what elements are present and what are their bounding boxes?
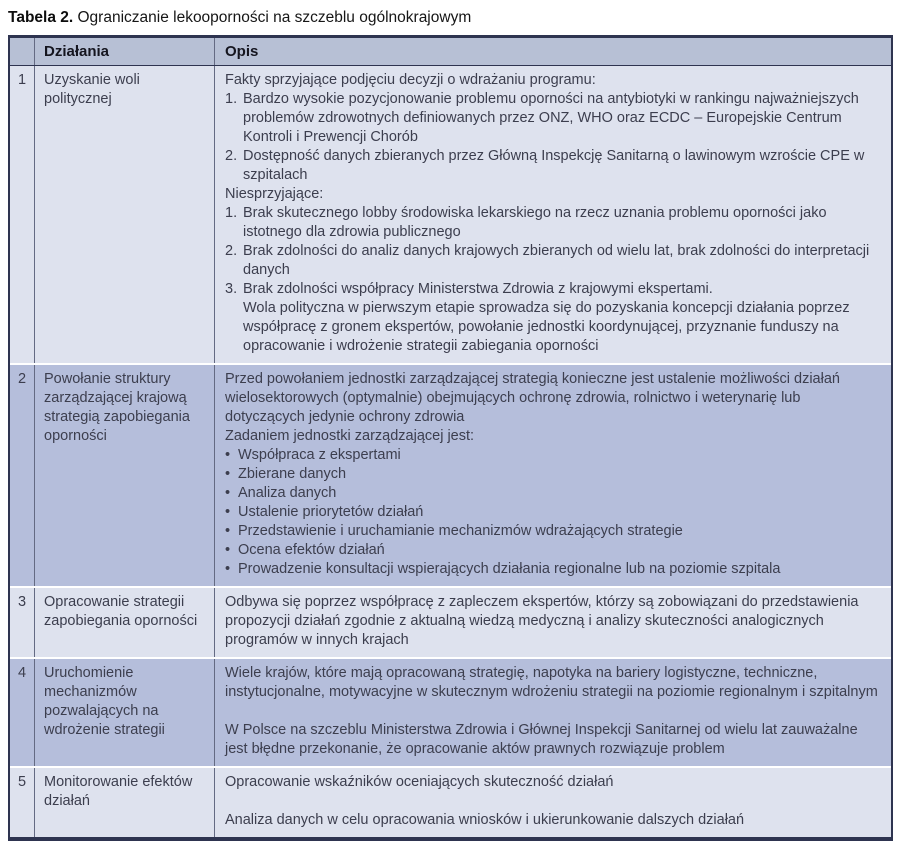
- header-cell-opis: Opis: [214, 38, 891, 65]
- list-item-text: Brak zdolności do analiz danych krajowych zbieranych od wielu lat, brak zdolności do interpretacji danych: [243, 243, 870, 278]
- list-marker: •: [225, 542, 231, 558]
- desc-bullet-item: [225, 522, 881, 541]
- list-item-text: Prowadzenie konsultacji wspierających działania regionalne lub na poziomie szpitala: [238, 561, 781, 577]
- list-marker: •: [225, 447, 231, 463]
- desc-paragraph: Fakty sprzyjające podjęciu decyzji o wdrażaniu programu:: [225, 72, 596, 88]
- desc-numbered-item: [225, 280, 881, 299]
- desc-bullet-item: [225, 560, 881, 579]
- desc-numbered-item: [225, 204, 881, 242]
- list-item-text: Brak zdolności współpracy Ministerstwa Zdrowia z krajowymi ekspertami.: [243, 281, 713, 297]
- list-marker: •: [225, 485, 231, 501]
- desc-spacer: [225, 702, 881, 721]
- action-cell: Uzyskanie woli politycznej: [34, 66, 214, 363]
- data-table: [8, 35, 893, 841]
- list-item-text: Analiza danych: [238, 485, 337, 501]
- desc-bullet-item: [225, 541, 881, 560]
- description-cell: [214, 66, 891, 363]
- table-row: [10, 657, 891, 766]
- row-number-cell: 2: [17, 371, 27, 387]
- description-cell: [214, 768, 891, 837]
- desc-paragraph: Analiza danych w celu opracowania wniosków i ukierunkowanie dalszych działań: [225, 812, 745, 828]
- list-item-text: Ustalenie priorytetów działań: [238, 504, 424, 520]
- list-marker: •: [225, 561, 231, 577]
- list-marker: 2.: [225, 148, 238, 164]
- list-marker: 3.: [225, 281, 238, 297]
- description-cell: [214, 365, 891, 586]
- desc-paragraph: Wiele krajów, które mają opracowaną strategię, napotyka na bariery logistyczne, techniczne, instytucjonalne, motywacyjne w skutecznym wdrożeniu strategii na poziomie regionalnym i szpitalnym: [225, 665, 878, 700]
- table-row: [10, 586, 891, 657]
- action-cell: Powołanie struktury zarządzającej krajową strategią zapobiegania oporności: [34, 365, 214, 586]
- table-caption-text: Ograniczanie lekooporności na szczeblu ogólnokrajowym: [73, 9, 472, 26]
- desc-paragraph: Niesprzyjające:: [225, 186, 324, 202]
- table-row: [10, 766, 891, 837]
- list-item-text: Współpraca z ekspertami: [238, 447, 401, 463]
- table-caption: [8, 8, 893, 28]
- row-number-cell: 5: [17, 774, 27, 790]
- description-cell: [214, 659, 891, 766]
- desc-paragraph: Przed powołaniem jednostki zarządzającej strategią konieczne jest ustalenie możliwości działań wielosektorowych (optymalnie) obejmujących ochronę zdrowia, rolnictwo i weterynarię lub dotyczących jedynie ochrony zdrowia: [225, 371, 840, 425]
- desc-paragraph: W Polsce na szczeblu Ministerstwa Zdrowia i Głównej Inspekcji Sanitarnej od wielu lat zauważalne jest błędne przekonanie, że opracowanie aktów prawnych rozwiązuje problem: [225, 722, 858, 757]
- action-cell: Monitorowanie efektów działań: [34, 768, 214, 837]
- row-number-cell: 1: [17, 72, 27, 88]
- list-item-text: Brak skutecznego lobby środowiska lekarskiego na rzecz uznania problemu oporności jako istotnego dla zdrowia publicznego: [243, 205, 827, 240]
- desc-paragraph: Opracowanie wskaźników oceniających skuteczność działań: [225, 774, 614, 790]
- table-caption-label: Tabela 2.: [8, 9, 74, 26]
- list-item-text: Ocena efektów działań: [238, 542, 385, 558]
- table-body: [10, 66, 891, 837]
- table-row: [10, 363, 891, 586]
- action-cell: Opracowanie strategii zapobiegania oporności: [34, 588, 214, 657]
- list-item-text: Zbierane danych: [238, 466, 347, 482]
- list-marker: 1.: [225, 91, 238, 107]
- list-marker: •: [225, 504, 231, 520]
- desc-bullet-item: [225, 465, 881, 484]
- description-cell: [214, 588, 891, 657]
- desc-bullet-item: [225, 503, 881, 522]
- list-marker: 2.: [225, 243, 238, 259]
- list-marker: •: [225, 466, 231, 482]
- desc-numbered-item: [225, 147, 881, 185]
- action-cell: Uruchomienie mechanizmów pozwalających na wdrożenie strategii: [34, 659, 214, 766]
- desc-paragraph: Zadaniem jednostki zarządzającej jest:: [225, 428, 475, 444]
- list-item-text: Bardzo wysokie pozycjonowanie problemu oporności na antybiotyki w rankingu najważniejszych problemów zdrowotnych definiowanych przez ONZ, WHO oraz ECDC – Europejskie Centrum Kontroli i Prewencji Chorób: [243, 91, 859, 145]
- desc-numbered-item: [225, 242, 881, 280]
- list-marker: •: [225, 523, 231, 539]
- desc-spacer: [225, 792, 881, 811]
- header-cell-dzialania: Działania: [34, 38, 214, 65]
- row-number-cell: 4: [17, 665, 27, 681]
- list-marker: 1.: [225, 205, 238, 221]
- table-header-row: [10, 38, 891, 66]
- row-number-cell: 3: [17, 594, 27, 610]
- table-row: [10, 66, 891, 363]
- desc-continuation: Wola polityczna w pierwszym etapie sprowadza się do pozyskania koncepcji działania poprzez współpracę z gronem ekspertów, powołanie jednostki koordynującej, przyznanie funduszy na opracowanie i wdrożenie strategii zabiegania oporności: [243, 300, 850, 354]
- desc-numbered-item: [225, 90, 881, 147]
- desc-bullet-item: [225, 484, 881, 503]
- list-item-text: Przedstawienie i uruchamianie mechanizmów wdrażających strategie: [238, 523, 683, 539]
- desc-bullet-item: [225, 446, 881, 465]
- list-item-text: Dostępność danych zbieranych przez Główną Inspekcję Sanitarną o lawinowym wzroście CPE w szpitalach: [243, 148, 865, 183]
- desc-paragraph: Odbywa się poprzez współpracę z zapleczem ekspertów, którzy są zobowiązani do przedstawienia propozycji działań zgodnie z aktualną wiedzą medyczną i analizy skuteczności analogicznych programów w innych krajach: [225, 594, 859, 648]
- header-cell-number: [10, 38, 34, 65]
